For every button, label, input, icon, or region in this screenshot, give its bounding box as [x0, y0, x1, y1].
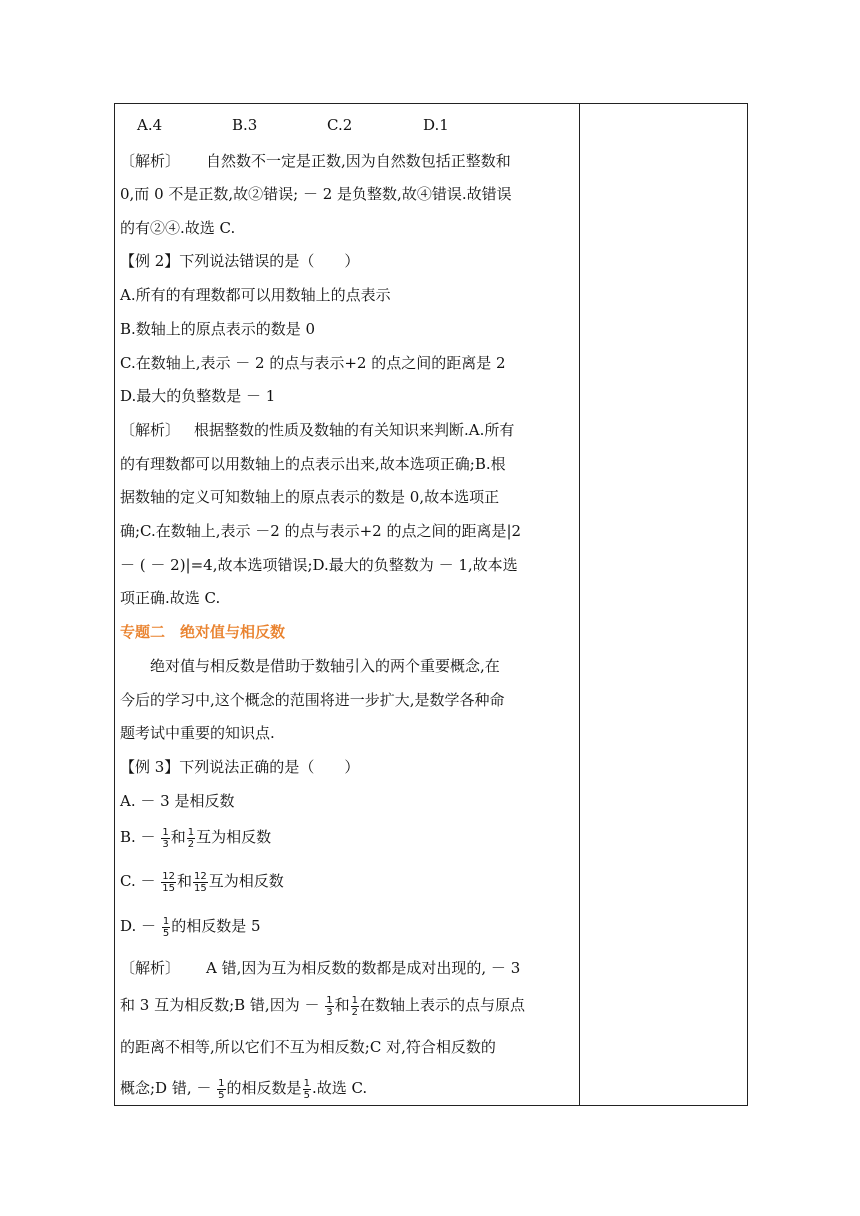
solution-label: 〔解析〕 — [120, 959, 181, 977]
option-prefix: D. － — [120, 917, 157, 935]
numerator: 12 — [194, 870, 207, 882]
denominator: 5 — [162, 927, 170, 939]
content-table — [114, 103, 748, 1106]
solution-2-line-2: 的有理数都可以用数轴上的点表示出来,故本选项正确;B.根 — [120, 455, 506, 473]
option-a: A.4 — [137, 116, 163, 134]
numerator: 1 — [303, 1077, 310, 1089]
example-2-option-d: D.最大的负整数是 － 1 — [120, 387, 276, 405]
connector-text: 的相反数是 — [226, 1079, 302, 1097]
solution-text: .故选 C. — [311, 1079, 368, 1097]
solution-text: 在数轴上表示的点与原点 — [360, 996, 526, 1014]
fraction — [217, 1078, 225, 1101]
solution-text: 和 3 互为相反数;B 错,因为 － — [120, 996, 320, 1014]
fraction — [162, 916, 170, 939]
solution-text: 概念;D 错, － — [120, 1079, 212, 1097]
fraction — [303, 1078, 311, 1101]
solution-label: 〔解析〕 — [120, 421, 181, 439]
denominator: 3 — [162, 838, 169, 850]
denominator: 5 — [218, 1089, 225, 1101]
solution-1-line-2: 0,而 0 不是正数,故②错误; － 2 是负整数,故④错误.故错误 — [120, 185, 512, 203]
numerator: 1 — [162, 826, 169, 838]
solution-2-line-6: 项正确.故选 C. — [120, 589, 221, 607]
option-suffix: 互为相反数 — [196, 828, 272, 846]
solution-label: 〔解析〕 — [120, 152, 181, 170]
example-2-title: 【例 2】下列说法错误的是（ ） — [120, 252, 360, 270]
numerator: 1 — [187, 826, 195, 838]
numerator: 12 — [162, 870, 175, 882]
fraction — [351, 995, 359, 1018]
numerator: 1 — [351, 994, 359, 1006]
option-prefix: C. － — [120, 872, 156, 890]
solution-2-line-1 — [120, 419, 514, 441]
option-c: C.2 — [327, 116, 353, 134]
connector-text: 和 — [170, 828, 186, 846]
solution-text: 根据整数的性质及数轴的有关知识来判断.A.所有 — [194, 421, 515, 439]
option-d: D.1 — [423, 116, 449, 134]
right-cell — [580, 104, 747, 1105]
option-b: B.3 — [232, 116, 258, 134]
example-3-option-d — [120, 915, 261, 939]
denominator: 15 — [162, 882, 175, 894]
option-suffix: 互为相反数 — [208, 872, 284, 890]
solution-3-line-2 — [120, 994, 525, 1018]
connector-text: 和 — [334, 996, 350, 1014]
solution-3-line-4 — [120, 1077, 367, 1101]
fraction — [193, 871, 208, 894]
solution-2-line-5: － ( － 2)|=4,故本选项错误;D.最大的负整数为 － 1,故本选 — [120, 556, 518, 574]
numerator: 1 — [326, 994, 333, 1006]
example-2-option-b: B.数轴上的原点表示的数是 0 — [120, 320, 316, 338]
solution-1-line-1 — [120, 150, 511, 172]
denominator: 2 — [351, 1006, 359, 1018]
fraction — [161, 827, 169, 850]
denominator: 3 — [326, 1006, 333, 1018]
example-2-option-a: A.所有的有理数都可以用数轴上的点表示 — [120, 286, 391, 304]
denominator: 5 — [303, 1089, 310, 1101]
connector-text: 和 — [177, 872, 193, 890]
fraction — [187, 827, 195, 850]
solution-3-line-3: 的距离不相等,所以它们不互为相反数;C 对,符合相反数的 — [120, 1038, 496, 1056]
example-3-title: 【例 3】下列说法正确的是（ ） — [120, 758, 360, 776]
topic-2-paragraph-line-1: 绝对值与相反数是借助于数轴引入的两个重要概念,在 — [150, 657, 500, 675]
fraction — [325, 995, 333, 1018]
example-3-option-b — [120, 826, 271, 850]
solution-3-line-1 — [120, 957, 520, 979]
numerator: 1 — [162, 915, 170, 927]
topic-2-heading: 专题二 绝对值与相反数 — [120, 623, 286, 641]
denominator: 2 — [187, 838, 195, 850]
option-prefix: B. － — [120, 828, 156, 846]
example-3-option-c — [120, 870, 284, 894]
denominator: 15 — [194, 882, 207, 894]
solution-2-line-4: 确;C.在数轴上,表示 －2 的点与表示+2 的点之间的距离是|2 — [120, 522, 522, 540]
topic-2-paragraph-line-2: 今后的学习中,这个概念的范围将进一步扩大,是数学各种命 — [120, 691, 505, 709]
solution-1-line-3: 的有②④.故选 C. — [120, 219, 236, 237]
numerator: 1 — [218, 1077, 225, 1089]
solution-2-line-3: 据数轴的定义可知数轴上的原点表示的数是 0,故本选项正 — [120, 488, 500, 506]
solution-text: 自然数不一定是正数,因为自然数包括正整数和 — [206, 152, 511, 170]
topic-2-paragraph-line-3: 题考试中重要的知识点. — [120, 724, 275, 742]
example-3-option-a: A. － 3 是相反数 — [120, 792, 235, 810]
example-2-option-c: C.在数轴上,表示 － 2 的点与表示+2 的点之间的距离是 2 — [120, 354, 506, 372]
fraction — [161, 871, 176, 894]
solution-text: A 错,因为互为相反数的数都是成对出现的, － 3 — [206, 959, 521, 977]
option-suffix: 的相反数是 5 — [171, 917, 261, 935]
